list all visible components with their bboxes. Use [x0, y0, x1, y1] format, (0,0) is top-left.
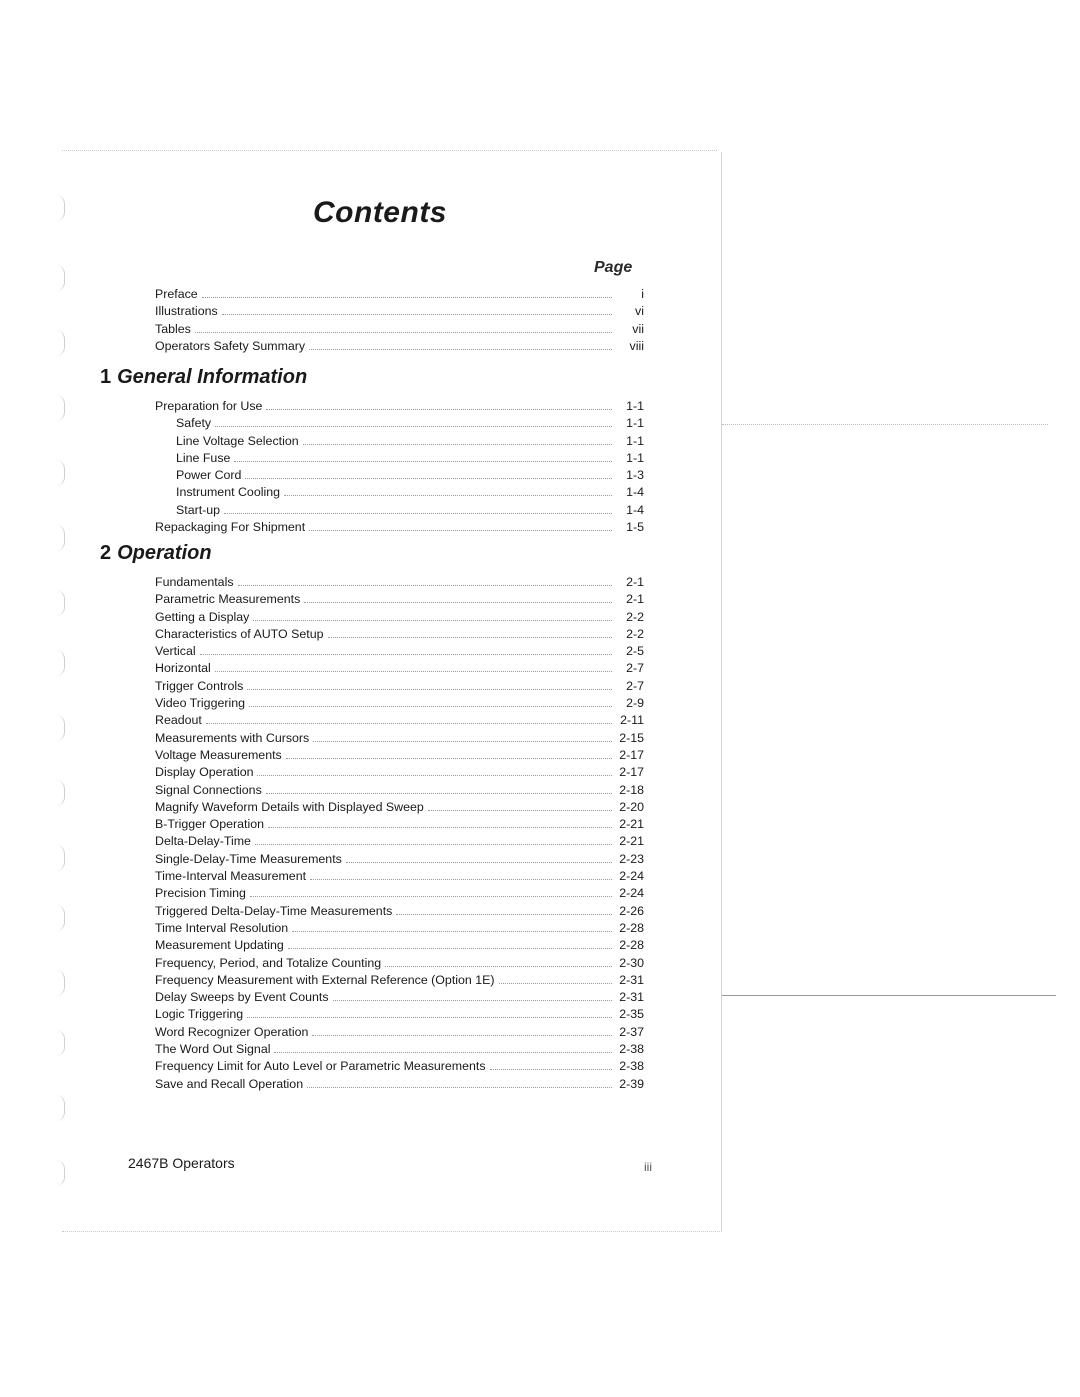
toc-entry	[155, 1058, 644, 1075]
toc-entry-page: 2-24	[619, 869, 644, 884]
toc-entry-page: vi	[635, 304, 644, 319]
dot-leader	[247, 1017, 612, 1018]
toc-entry-label: Delta-Delay-Time	[155, 834, 251, 849]
toc-entry	[155, 574, 644, 591]
toc-entry	[155, 591, 644, 608]
toc-entry-page: 1-1	[626, 416, 644, 431]
dot-leader	[310, 879, 612, 880]
toc-entry-label: Save and Recall Operation	[155, 1076, 304, 1091]
toc-entry-label: Precision Timing	[155, 886, 246, 901]
dot-leader	[257, 775, 612, 776]
toc-entry-label: Time Interval Resolution	[155, 920, 289, 935]
page-title: Contents	[313, 196, 447, 229]
dot-leader	[288, 948, 612, 949]
toc-entry-page: 2-30	[619, 955, 644, 970]
toc-entry-page: 2-31	[619, 972, 644, 987]
toc-entry	[155, 415, 644, 432]
toc-entry-label: Fundamentals	[155, 575, 234, 589]
dot-leader	[274, 1052, 612, 1053]
dot-leader	[328, 637, 613, 638]
toc-entry-label: Start-up	[176, 502, 221, 517]
toc-entry-label: Readout	[155, 713, 202, 728]
toc-entry-label: Measurement Updating	[155, 938, 284, 953]
dot-leader	[206, 723, 612, 724]
toc-entry-page: 2-26	[619, 903, 644, 918]
dot-leader	[249, 706, 612, 707]
dot-leader	[312, 1035, 612, 1036]
section-number: 1	[100, 366, 112, 388]
page-column-header: Page	[594, 259, 633, 276]
toc-entry-page: 2-7	[626, 661, 644, 676]
toc-entry-label: Frequency, Period, and Totalize Counting	[155, 955, 382, 970]
dot-leader	[428, 810, 612, 811]
toc-entry-page: 2-31	[619, 990, 644, 1005]
toc-entry-page: 2-21	[619, 817, 644, 832]
toc-entry-label: Frequency Measurement with External Reference (Option 1E)	[155, 972, 495, 987]
toc-entry	[155, 519, 644, 536]
section-number: 2	[100, 542, 112, 564]
toc-entry-page: viii	[629, 338, 644, 353]
dot-leader	[499, 983, 612, 984]
toc-entry	[155, 695, 644, 712]
binding-hole-marks	[52, 195, 72, 1195]
toc-entry-label: The Word Out Signal	[155, 1042, 271, 1057]
toc-entry-label: Illustrations	[155, 304, 218, 319]
toc-entry-label: Vertical	[155, 644, 196, 659]
toc-entry-label: Operators Safety Summary	[155, 338, 306, 353]
toc-entry-label: Frequency Limit for Auto Level or Parametric Measurements	[155, 1059, 486, 1074]
dot-leader	[266, 409, 612, 410]
toc-entry-page: i	[641, 287, 644, 301]
toc-entry-page: 2-15	[619, 730, 644, 745]
toc-entry-label: Delay Sweeps by Event Counts	[155, 990, 329, 1005]
dot-leader	[346, 862, 612, 863]
toc-entry-label: Getting a Display	[155, 609, 250, 624]
toc-entry-label: Time-Interval Measurement	[155, 869, 307, 884]
toc-entry	[155, 1076, 644, 1093]
toc-entry-page: 2-11	[620, 713, 644, 728]
dot-leader	[286, 758, 612, 759]
toc-entry-page: 1-1	[626, 450, 644, 465]
toc-entry-page: 2-17	[619, 747, 644, 762]
toc-entry-page: 1-5	[626, 520, 644, 535]
toc-entry	[155, 467, 644, 484]
front-matter-list	[155, 286, 644, 355]
dot-leader	[303, 444, 612, 445]
section-heading-operation	[100, 542, 212, 565]
toc-entry	[155, 338, 644, 355]
toc-entry	[155, 955, 644, 972]
dot-leader	[396, 914, 612, 915]
dot-leader	[255, 844, 612, 845]
toc-entry-label: Instrument Cooling	[176, 485, 280, 500]
toc-entry-page: 2-2	[626, 609, 644, 624]
toc-entry	[155, 868, 644, 885]
toc-entry-label: B-Trigger Operation	[155, 817, 265, 832]
toc-entry	[155, 660, 644, 677]
dot-leader	[307, 1087, 612, 1088]
dot-leader	[292, 931, 612, 932]
toc-entry	[155, 816, 644, 833]
toc-entry	[155, 747, 644, 764]
toc-entry-page: 2-7	[626, 678, 644, 693]
toc-entry-label: Parametric Measurements	[155, 592, 301, 607]
toc-entry-page: 2-37	[619, 1024, 644, 1039]
section-title: General Information	[117, 366, 308, 388]
toc-entry	[155, 398, 644, 415]
toc-entry-page: 2-5	[626, 644, 644, 659]
section-2-entries	[155, 574, 644, 1093]
toc-entry-label: Display Operation	[155, 765, 254, 780]
toc-entry-label: Tables	[155, 321, 191, 336]
dot-leader	[215, 426, 612, 427]
toc-entry-label: Logic Triggering	[155, 1007, 244, 1022]
margin-rule	[722, 995, 1056, 996]
toc-entry-page: 1-3	[626, 468, 644, 483]
toc-entry-label: Trigger Controls	[155, 678, 244, 693]
toc-entry-label: Repackaging For Shipment	[155, 520, 306, 535]
toc-entry-label: Magnify Waveform Details with Displayed Sweep	[155, 799, 424, 814]
toc-entry-label: Single-Delay-Time Measurements	[155, 851, 342, 866]
toc-entry	[155, 450, 644, 467]
toc-entry	[155, 903, 644, 920]
toc-entry	[155, 502, 644, 519]
footer-manual-name: 2467B Operators	[128, 1155, 235, 1171]
toc-entry-label: Preface	[155, 287, 198, 301]
toc-entry	[155, 643, 644, 660]
dot-leader	[238, 585, 612, 586]
dot-leader	[253, 620, 612, 621]
toc-entry-page: 1-1	[626, 433, 644, 448]
section-heading-general-information	[100, 366, 307, 389]
toc-entry-label: Word Recognizer Operation	[155, 1024, 309, 1039]
toc-entry-page: 2-17	[619, 765, 644, 780]
toc-entry	[155, 678, 644, 695]
toc-entry-page: 2-1	[626, 592, 644, 607]
dot-leader	[309, 530, 612, 531]
section-1-entries	[155, 398, 644, 536]
toc-entry-label: Safety	[176, 416, 212, 431]
toc-entry-label: Preparation for Use	[155, 399, 263, 413]
toc-entry	[155, 833, 644, 850]
toc-entry	[155, 885, 644, 902]
dot-leader	[304, 602, 612, 603]
toc-entry	[155, 626, 644, 643]
toc-entry	[155, 972, 644, 989]
toc-entry	[155, 799, 644, 816]
dot-leader	[490, 1069, 612, 1070]
toc-entry-page: 2-35	[619, 1007, 644, 1022]
toc-entry-label: Characteristics of AUTO Setup	[155, 626, 324, 641]
toc-entry-page: 2-2	[626, 626, 644, 641]
toc-entry	[155, 851, 644, 868]
toc-entry	[155, 609, 644, 626]
toc-entry	[155, 712, 644, 729]
margin-rule	[722, 424, 1048, 425]
page-right-edge	[721, 152, 722, 1232]
dot-leader	[385, 966, 612, 967]
toc-entry-page: 1-4	[626, 502, 644, 517]
dot-leader	[309, 349, 612, 350]
toc-entry-page: 1-4	[626, 485, 644, 500]
toc-entry-page: 2-28	[619, 938, 644, 953]
toc-entry	[155, 730, 644, 747]
toc-entry-page: 2-1	[626, 575, 644, 589]
toc-entry-page: 2-38	[619, 1059, 644, 1074]
toc-entry	[155, 1041, 644, 1058]
toc-entry-page: 2-20	[619, 799, 644, 814]
toc-entry	[155, 1024, 644, 1041]
toc-entry	[155, 1006, 644, 1023]
dot-leader	[222, 314, 612, 315]
dot-leader	[224, 513, 612, 514]
toc-entry	[155, 920, 644, 937]
dot-leader	[250, 896, 612, 897]
toc-entry	[155, 303, 644, 320]
toc-entry-page: vii	[632, 321, 644, 336]
dot-leader	[245, 478, 612, 479]
dot-leader	[200, 654, 612, 655]
dot-leader	[313, 741, 612, 742]
dot-leader	[284, 495, 612, 496]
toc-entry	[155, 321, 644, 338]
footer-page-number: iii	[644, 1160, 652, 1174]
toc-entry-label: Triggered Delta-Delay-Time Measurements	[155, 903, 393, 918]
dot-leader	[234, 461, 612, 462]
toc-entry	[155, 433, 644, 450]
dot-leader	[333, 1000, 612, 1001]
toc-entry	[155, 484, 644, 501]
toc-entry-page: 2-24	[619, 886, 644, 901]
toc-entry-label: Power Cord	[176, 468, 242, 483]
toc-entry-page: 2-21	[619, 834, 644, 849]
toc-entry-label: Video Triggering	[155, 696, 246, 711]
toc-entry-page: 2-38	[619, 1042, 644, 1057]
toc-entry-page: 2-23	[619, 851, 644, 866]
page-top-edge	[62, 150, 717, 151]
dot-leader	[247, 689, 612, 690]
toc-entry-page: 2-39	[619, 1076, 644, 1091]
toc-entry	[155, 782, 644, 799]
dot-leader	[268, 827, 612, 828]
toc-entry-page: 2-9	[626, 696, 644, 711]
toc-entry-page: 1-1	[626, 399, 644, 413]
toc-entry	[155, 989, 644, 1006]
toc-entry-label: Line Voltage Selection	[176, 433, 299, 448]
dot-leader	[266, 793, 612, 794]
toc-entry-label: Line Fuse	[176, 450, 231, 465]
toc-entry-label: Measurements with Cursors	[155, 730, 310, 745]
toc-entry-label: Horizontal	[155, 661, 211, 676]
section-title: Operation	[117, 542, 212, 564]
page-bottom-edge	[62, 1231, 722, 1232]
toc-entry-page: 2-28	[619, 920, 644, 935]
toc-entry	[155, 937, 644, 954]
dot-leader	[195, 332, 612, 333]
toc-entry-label: Voltage Measurements	[155, 747, 282, 762]
dot-leader	[202, 297, 612, 298]
dot-leader	[215, 671, 612, 672]
toc-entry	[155, 286, 644, 303]
toc-entry-page: 2-18	[619, 782, 644, 797]
toc-entry-label: Signal Connections	[155, 782, 262, 797]
toc-entry	[155, 764, 644, 781]
